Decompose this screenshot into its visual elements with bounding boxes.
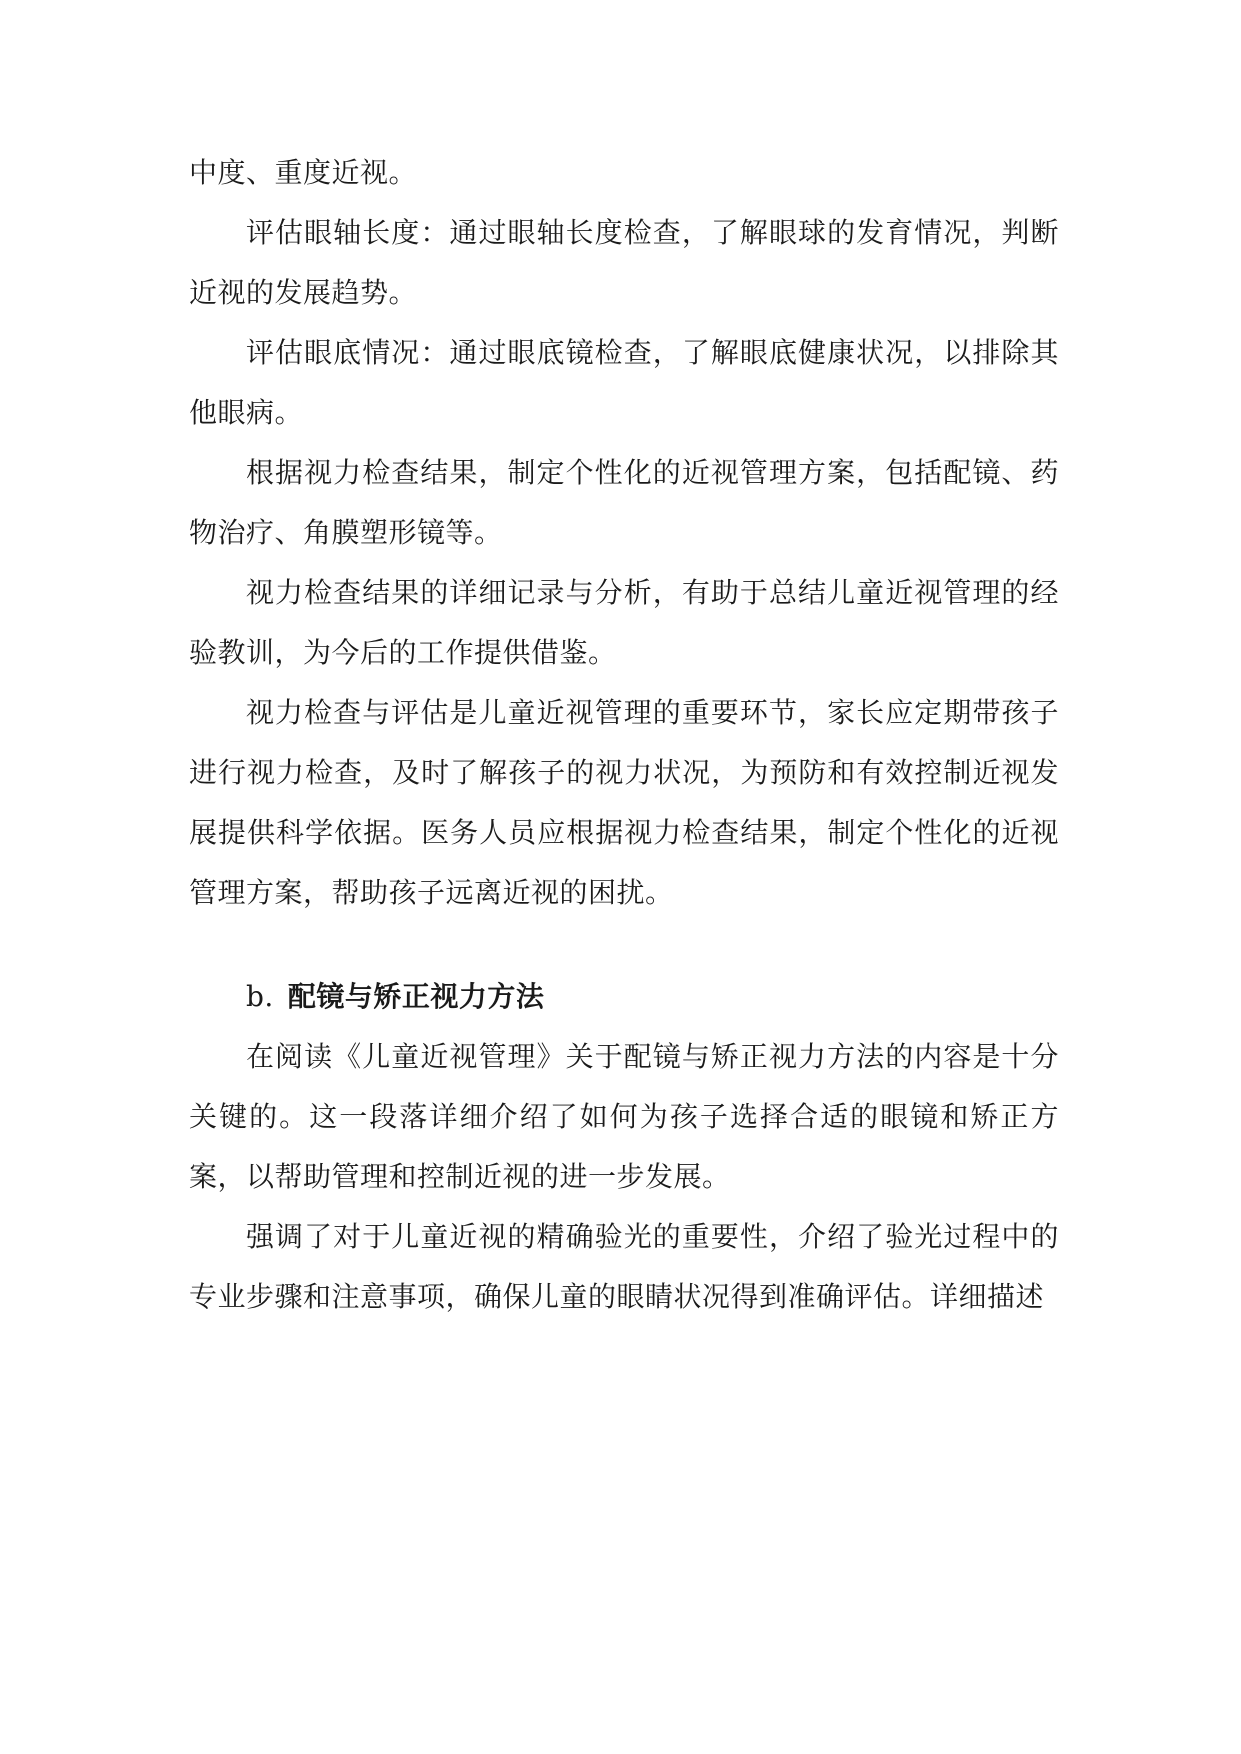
paragraph-summary: 视力检查与评估是儿童近视管理的重要环节，家长应定期带孩子进行视力检查，及时了解孩子的视力状况，为预防和有效控制近视发展提供科学依据。医务人员应根据视力检查结果，制定个性化的近视管理方案，帮助孩子远离近视的困扰。	[189, 696, 1059, 909]
document-body	[189, 143, 1059, 1327]
paragraph-management-plan: 根据视力检查结果，制定个性化的近视管理方案，包括配镜、药物治疗、角膜塑形镜等。	[189, 456, 1059, 549]
paragraph-refraction: 强调了对于儿童近视的精确验光的重要性，介绍了验光过程中的专业步骤和注意事项，确保儿童的眼睛状况得到准确评估。详细描述	[189, 1220, 1059, 1313]
paragraph-continuation: 中度、重度近视。	[189, 156, 418, 189]
section-title: 配镜与矫正视力方法	[287, 980, 545, 1013]
paragraph-records-analysis: 视力检查结果的详细记录与分析，有助于总结儿童近视管理的经验教训，为今后的工作提供借鉴。	[189, 576, 1059, 669]
section-heading	[189, 967, 1059, 1027]
section-number: b.	[246, 980, 274, 1013]
paragraph-glasses-intro: 在阅读《儿童近视管理》关于配镜与矫正视力方法的内容是十分关键的。这一段落详细介绍了如何为孩子选择合适的眼镜和矫正方案，以帮助管理和控制近视的进一步发展。	[189, 1040, 1059, 1193]
paragraph-fundus: 评估眼底情况：通过眼底镜检查，了解眼底健康状况，以排除其他眼病。	[189, 336, 1059, 429]
paragraph-axial-length: 评估眼轴长度：通过眼轴长度检查，了解眼球的发育情况，判断近视的发展趋势。	[189, 216, 1059, 309]
